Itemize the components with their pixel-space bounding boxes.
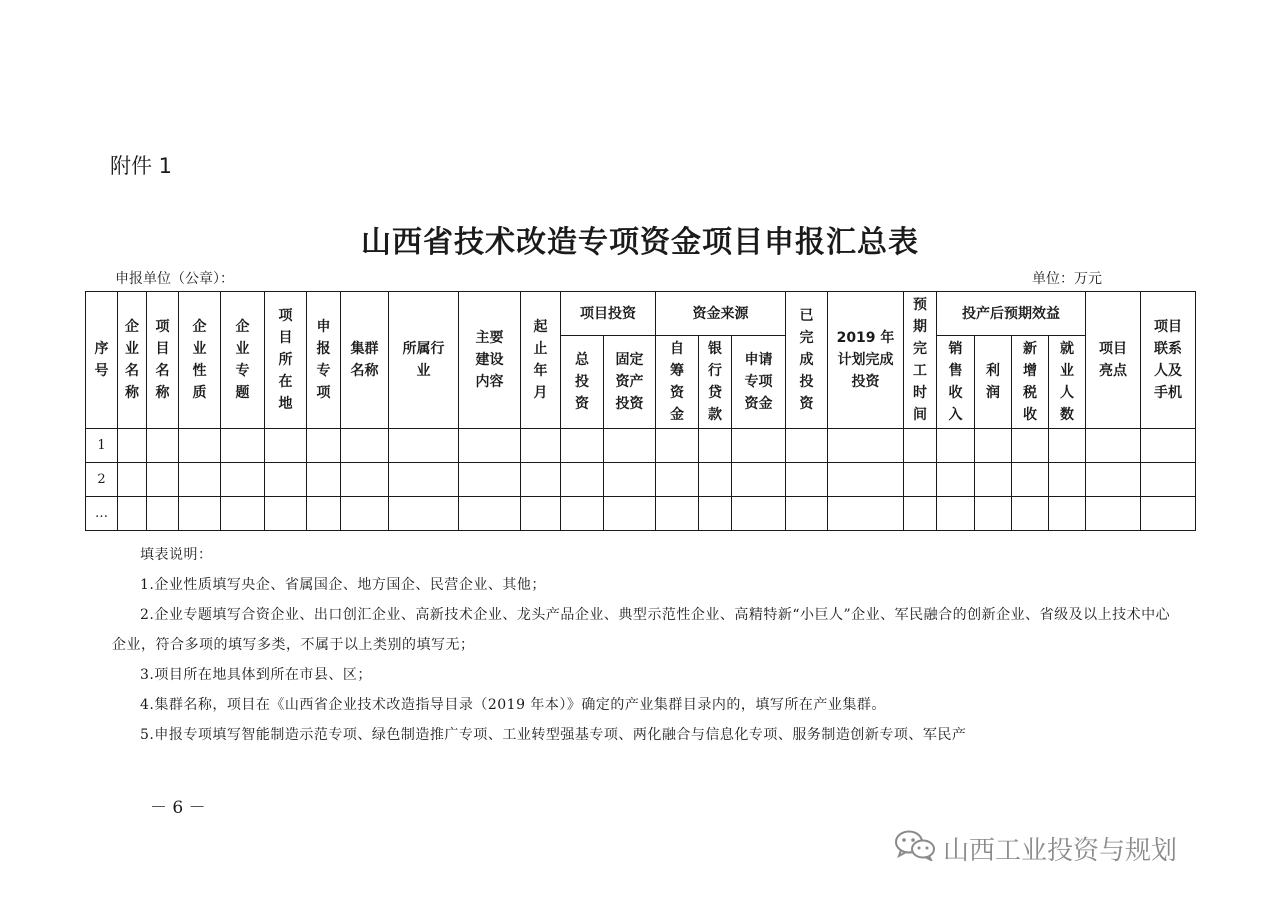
- header-contact: 项目联系人及手机: [1141, 292, 1196, 429]
- notes-heading: 填表说明：: [140, 547, 213, 563]
- header-applied-fund: 申请专项资金: [732, 336, 786, 429]
- header-plan-2019: 2019 年计划完成投资: [828, 292, 904, 429]
- note-item-1: 1.企业性质填写央企、省属国企、地方国企、民营企业、其他；: [140, 577, 546, 593]
- note-item-3: 3.项目所在地具体到所在市县、区；: [140, 667, 372, 683]
- page-number: － 6 －: [150, 798, 206, 818]
- header-funding-source: 资金来源: [656, 292, 786, 336]
- note-item-4: 4.集群名称，项目在《山西省企业技术改造指导目录（2019 年本）》确定的产业集群目录内的，填写所在产业集群。: [140, 697, 886, 713]
- wechat-icon: [893, 829, 937, 868]
- unit-label: 单位：万元: [1032, 271, 1102, 287]
- header-total-investment: 总投资: [561, 336, 604, 429]
- header-self-raised: 自筹资金: [656, 336, 699, 429]
- summary-table: [85, 291, 1196, 531]
- annex-label: 附件 1: [110, 154, 173, 178]
- row-seq: …: [86, 497, 118, 531]
- header-applied-program: 申报专项: [307, 292, 341, 429]
- header-cluster-name: 集群名称: [341, 292, 389, 429]
- header-sales-revenue: 销售收入: [937, 336, 975, 429]
- header-fixed-asset-investment: 固定资产投资: [604, 336, 656, 429]
- table-row: [86, 429, 1196, 463]
- header-project-investment: 项目投资: [561, 292, 656, 336]
- row-seq: 2: [86, 463, 118, 497]
- header-company-topic: 企业专题: [221, 292, 265, 429]
- fill-instructions: [112, 540, 1182, 750]
- header-expected-benefits: 投产后预期效益: [937, 292, 1086, 336]
- header-expected-completion: 预期完工时间: [904, 292, 937, 429]
- header-profit: 利润: [975, 336, 1012, 429]
- note-item-2: 2.企业专题填写合资企业、出口创汇企业、高新技术企业、龙头产品企业、典型示范性企业、高精特新“小巨人”企业、军民融合的创新企业、省级及以上技术中心企业，符合多项的填写多类，不属于以上类别的填写无；: [112, 607, 1171, 653]
- note-item-5: 5.申报专项填写智能制造示范专项、绿色制造推广专项、工业转型强基专项、两化融合与信息化专项、服务制造创新专项、军民产: [140, 727, 967, 743]
- header-completed-investment: 已完成投资: [786, 292, 828, 429]
- header-employment: 就业人数: [1049, 336, 1086, 429]
- row-seq: 1: [86, 429, 118, 463]
- header-new-tax: 新增税收: [1012, 336, 1049, 429]
- header-industry: 所属行业: [389, 292, 459, 429]
- watermark-text: 山西工业投资与规划: [943, 836, 1178, 866]
- table-row: [86, 463, 1196, 497]
- header-start-end: 起止年月: [521, 292, 561, 429]
- document-title: 山西省技术改造专项资金项目申报汇总表: [361, 225, 919, 260]
- table-row: [86, 497, 1196, 531]
- header-main-content: 主要建设内容: [459, 292, 521, 429]
- header-bank-loan: 银行贷款: [699, 336, 732, 429]
- header-highlights: 项目亮点: [1086, 292, 1141, 429]
- watermark: [893, 829, 1177, 868]
- header-project-name: 项目名称: [147, 292, 179, 429]
- header-seq: 序号: [86, 292, 118, 429]
- header-company-name: 企业名称: [118, 292, 147, 429]
- header-project-location: 项目所在地: [265, 292, 307, 429]
- applicant-label: 申报单位（公章）：: [115, 271, 234, 287]
- header-company-nature: 企业性质: [179, 292, 221, 429]
